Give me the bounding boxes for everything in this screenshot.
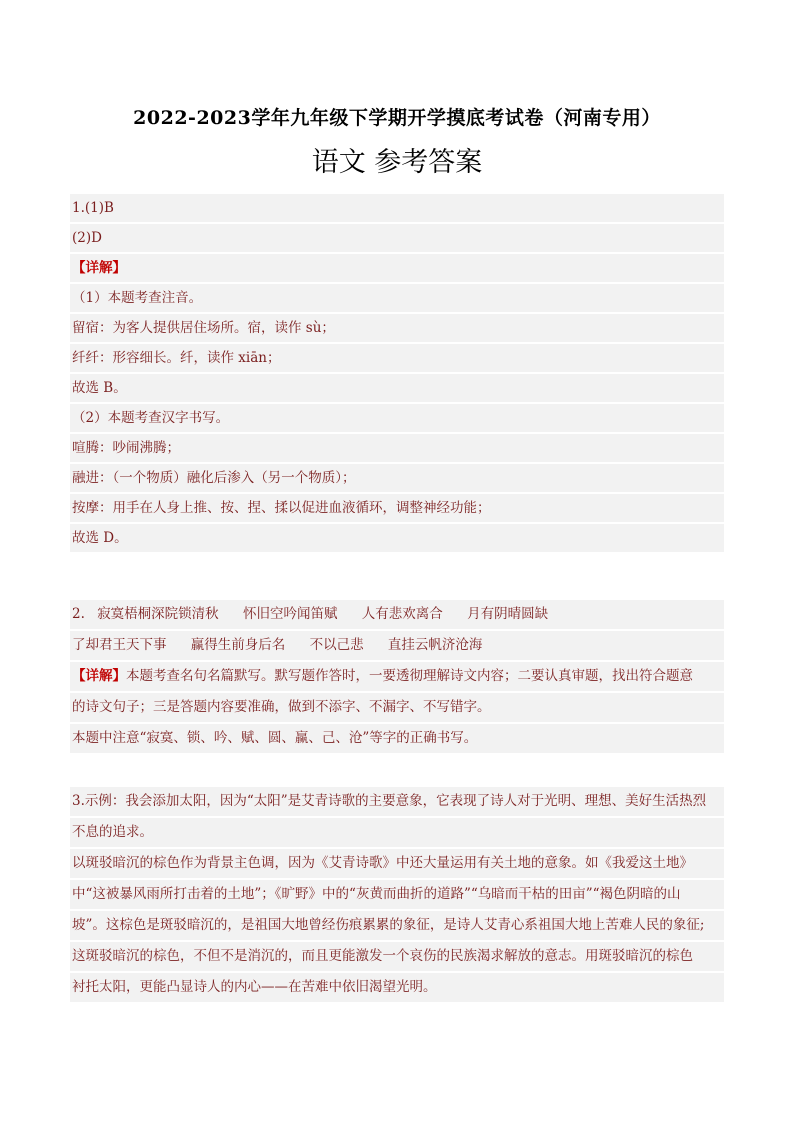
answer-line bbox=[70, 662, 724, 691]
answer-line: 融进：（一个物质）融化后渗入（另一个物质）； bbox=[70, 464, 724, 492]
answer-line: (2)D bbox=[70, 224, 724, 252]
poem-answer: 人有悲欢离合 bbox=[361, 606, 443, 622]
poem-answer: 寂寞梧桐深院锁清秋 bbox=[97, 606, 219, 622]
answer-line: 的诗文句子；三是答题内容要准确，做到不添字、不漏字、不写错字。 bbox=[70, 693, 724, 722]
detail-label: 【详解】 bbox=[72, 668, 126, 684]
answer-line: 按摩：用手在人身上推、按、捏、揉以促进血液循环，调整神经功能； bbox=[70, 494, 724, 522]
answer-line bbox=[70, 600, 724, 629]
answer-line: 以斑驳暗沉的棕色作为背景主色调，因为《艾青诗歌》中还大量运用有关土地的意象。如《我爱这土地》 bbox=[70, 849, 724, 878]
answer-line: （1）本题考查注音。 bbox=[70, 284, 724, 312]
question-2-block bbox=[70, 600, 724, 755]
answer-line: 本题中注意“寂寞、锁、吟、赋、圆、赢、己、沧”等字的正确书写。 bbox=[70, 724, 724, 753]
poem-answer: 直挂云帆济沧海 bbox=[387, 637, 483, 653]
question-number: 2. bbox=[72, 606, 85, 622]
question-3-block bbox=[70, 787, 724, 1004]
answer-line: 3.示例：我会添加太阳，因为“太阳”是艾青诗歌的主要意象，它表现了诗人对于光明、理想、美好生活热烈 bbox=[70, 787, 724, 816]
answer-line: 留宿：为客人提供居住场所。宿，读作 sù； bbox=[70, 314, 724, 342]
answer-line bbox=[70, 631, 724, 660]
poem-answer: 赢得生前身后名 bbox=[190, 637, 286, 653]
answer-line: 不息的追求。 bbox=[70, 818, 724, 847]
answer-line: 中“这被暴风雨所打击着的土地”；《旷野》中的“灰黄而曲折的道路”“乌暗而干枯的田亩”“褐色阴暗的山 bbox=[70, 880, 724, 909]
answer-line: 这斑驳暗沉的棕色，不但不是消沉的，而且更能激发一个哀伤的民族渴求解放的意志。用斑驳暗沉的棕色 bbox=[70, 942, 724, 971]
answer-line: 坡”。这棕色是斑驳暗沉的，是祖国大地曾经伤痕累累的象征，是诗人艾青心系祖国大地上苦难人民的象征; bbox=[70, 911, 724, 940]
detail-label: 【详解】 bbox=[70, 254, 724, 282]
answer-line: 1.(1)B bbox=[70, 194, 724, 222]
answer-key-title: 语文 参考答案 bbox=[311, 147, 483, 178]
answer-line: （2）本题考查汉字书写。 bbox=[70, 404, 724, 432]
poem-answer: 了却君王天下事 bbox=[72, 637, 167, 653]
detail-text: 本题考查名句名篇默写。默写题作答时，一要透彻理解诗文内容；二要认真审题，找出符合题意 bbox=[126, 668, 693, 684]
answer-line: 纤纤：形容细长。纤，读作 xiān； bbox=[70, 344, 724, 372]
poem-answer: 怀旧空吟闻笛赋 bbox=[242, 606, 338, 622]
answer-line: 喧腾：吵闹沸腾； bbox=[70, 434, 724, 462]
question-1-block bbox=[70, 194, 724, 554]
answer-line: 故选 B。 bbox=[70, 374, 724, 402]
answer-line: 衬托太阳，更能凸显诗人的内心——在苦难中依旧渴望光明。 bbox=[70, 973, 724, 1002]
exam-title: 2022-2023学年九年级下学期开学摸底考试卷（河南专用） bbox=[133, 107, 661, 129]
answer-line: 故选 D。 bbox=[70, 524, 724, 552]
poem-answer: 不以己悲 bbox=[309, 637, 364, 653]
poem-answer: 月有阴晴圆缺 bbox=[467, 606, 549, 622]
